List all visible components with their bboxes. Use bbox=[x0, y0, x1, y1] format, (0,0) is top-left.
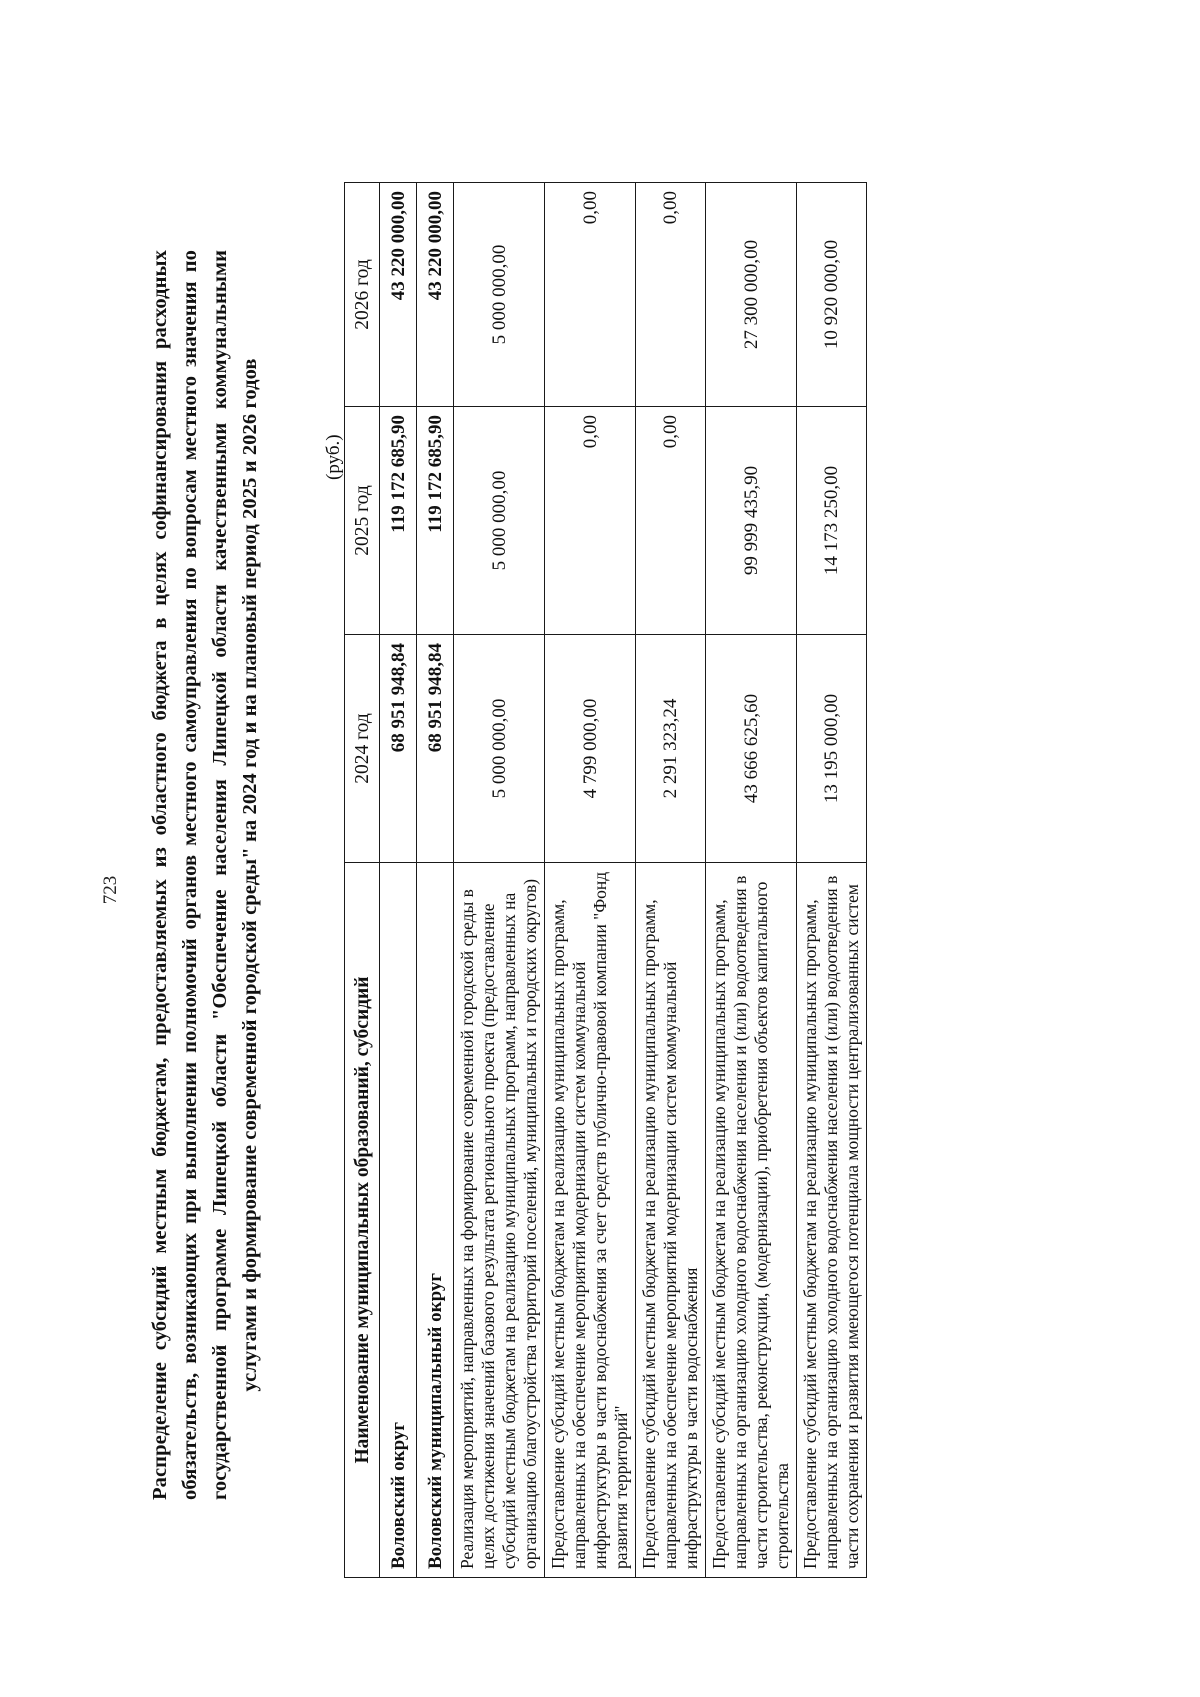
row-2026: 0,00 bbox=[636, 183, 706, 407]
header-name: Наименование муниципальных образований, субсидий bbox=[345, 863, 380, 1578]
table-row bbox=[706, 183, 797, 1578]
table-row bbox=[797, 183, 867, 1578]
row-2024: 68 951 948,84 bbox=[417, 635, 454, 863]
table-row bbox=[417, 183, 454, 1578]
units-label: (руб.) bbox=[323, 434, 344, 480]
row-2026: 10 920 000,00 bbox=[797, 183, 867, 407]
header-2024: 2024 год bbox=[345, 635, 380, 863]
subsidies-table bbox=[344, 182, 867, 1578]
table-header-row bbox=[345, 183, 380, 1578]
row-2024: 68 951 948,84 bbox=[380, 635, 417, 863]
table-row bbox=[454, 183, 545, 1578]
row-2026: 0,00 bbox=[545, 183, 636, 407]
header-2026: 2026 год bbox=[345, 183, 380, 407]
header-2025: 2025 год bbox=[345, 407, 380, 635]
row-2026: 5 000 000,00 bbox=[454, 183, 545, 407]
row-name: Предоставление субсидий местным бюджетам на реализацию муниципальных программ, направленных на организацию холодного водоснабжения населения и (или) водоотведения в части сохранения и развития имеющегося потенциала мощности централизованных систем bbox=[797, 863, 867, 1578]
table-row bbox=[545, 183, 636, 1578]
row-2025: 99 999 435,90 bbox=[706, 407, 797, 635]
table-row bbox=[636, 183, 706, 1578]
row-2025: 0,00 bbox=[636, 407, 706, 635]
row-2024: 5 000 000,00 bbox=[454, 635, 545, 863]
row-name: Предоставление субсидий местным бюджетам на реализацию муниципальных программ, направленных на обеспечение мероприятий модернизации систем коммунальной инфраструктуры в части водоснабжения за счет средств публично-правовой компании "Фонд развития территорий" bbox=[545, 863, 636, 1578]
table-row bbox=[380, 183, 417, 1578]
row-name: Реализация мероприятий, направленных на формирование современной городской среды в целях достижения значений базового результата регионального проекта (предоставление субсидий местным бюджетам на реализацию муниципальных программ, направленных на организацию благоустройства территорий поселений, муниципальных и городских округов) bbox=[454, 863, 545, 1578]
row-2026: 43 220 000,00 bbox=[417, 183, 454, 407]
row-2024: 13 195 000,00 bbox=[797, 635, 867, 863]
row-2024: 4 799 000,00 bbox=[545, 635, 636, 863]
row-2024: 2 291 323,24 bbox=[636, 635, 706, 863]
document-title: Распределение субсидий местным бюджетам, предоставляемых из областного бюджета в целях софинансирования расходных обязательств, возникающих при выполнении полномочий органов местного самоуправления по вопросам местного значения по государственной программе Липецкой области "Обеспечение населения Липецкой области качественными коммунальными услугами и формирование современной городской среды" на 2024 год и на плановый период 2025 и 2026 годов bbox=[149, 250, 261, 1500]
row-2025: 14 173 250,00 bbox=[797, 407, 867, 635]
row-2025: 119 172 685,90 bbox=[380, 407, 417, 635]
row-2025: 119 172 685,90 bbox=[417, 407, 454, 635]
row-2024: 43 666 625,60 bbox=[706, 635, 797, 863]
rotated-page-content bbox=[90, 150, 1120, 1630]
row-name: Предоставление субсидий местным бюджетам на реализацию муниципальных программ, направленных на обеспечение мероприятий модернизации систем коммунальной инфраструктуры в части водоснабжения bbox=[636, 863, 706, 1578]
page-number: 723 bbox=[100, 875, 121, 905]
row-2026: 27 300 000,00 bbox=[706, 183, 797, 407]
row-name: Предоставление субсидий местным бюджетам на реализацию муниципальных программ, направленных на организацию холодного водоснабжения населения и (или) водоотведения в части строительства, реконструкции, (модернизации), приобретения объектов капитального строительства bbox=[706, 863, 797, 1578]
row-2026: 43 220 000,00 bbox=[380, 183, 417, 407]
row-2025: 0,00 bbox=[545, 407, 636, 635]
row-name: Воловский округ bbox=[380, 863, 417, 1578]
row-2025: 5 000 000,00 bbox=[454, 407, 545, 635]
row-name: Воловский муниципальный округ bbox=[417, 863, 454, 1578]
